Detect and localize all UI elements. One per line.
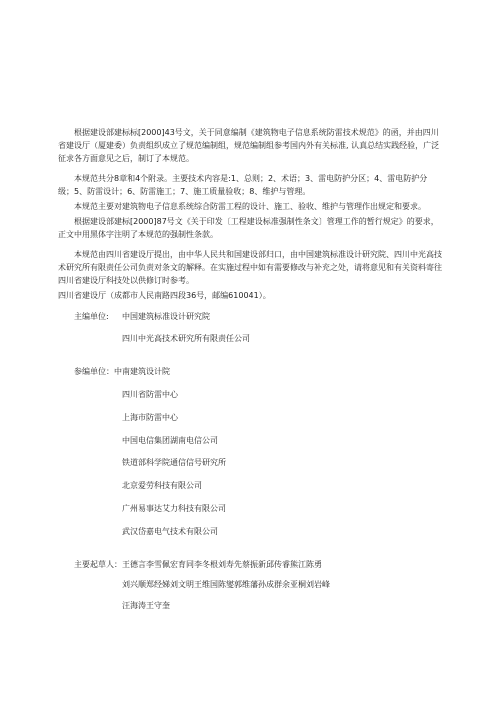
drafters-line: 刘兴顺郑经娣刘文明王维国陈燮郭维藩孙成群余亚桐刘岩峰	[122, 580, 330, 590]
drafters-section	[74, 559, 442, 613]
chief-unit-item: 四川中光高技术研究所有限责任公司	[122, 334, 250, 344]
drafters-line: 汪海涛王守奎	[122, 601, 170, 611]
document-body	[58, 127, 442, 621]
participating-unit-item: 上海市防雷中心	[122, 412, 178, 422]
participating-unit-item: 铁道部科学院通信信号研究所	[122, 458, 226, 468]
participating-units-label: 参编单位：中南建筑设计院	[74, 367, 170, 377]
address-line: 四川省建设厅（成都市人民南路四段36号，邮编610041）。	[58, 290, 271, 300]
paragraph-mandatory-clauses: 根据建设部建标[2000]87号文《关于印发〔工程建设标准强制性条文〕管理工作的暂行规定》的要求，正文中用黑体字注明了本规范的强制性条款。	[58, 216, 439, 239]
paragraph-compilation-basis: 根据建设部建标标[2000]43号文，关于同意编制《建筑物电子信息系统防雷技术规范》的函，并由四川省建设厅（厦建委）负责组织成立了规范编制组，规范编制组参考国内外有关标准, 认真总结实践经验，广泛征求各方面意见之后，制订了本规范。	[58, 128, 440, 163]
chief-units-label: 主编单位:	[74, 311, 109, 321]
drafters-label: 主要起草人：	[74, 559, 122, 569]
chief-units-section	[74, 311, 442, 357]
paragraph-contents: 本规范共分8章和4个附录。主要技术内容是:1、总则；2、术语；3、雷电防护分区；4、雷电防护分级；5、防雷设计；6、防雷施工；7、施工质量验收；8、维护与管理。	[58, 174, 428, 197]
paragraph-scope: 本规范主要对建筑物电子信息系统综合防雷工程的设计、施工、验收、维护与管理作出规定和要求。	[74, 201, 426, 211]
participating-unit-item: 武汉岱嘉电气技术有限公司	[122, 526, 218, 536]
drafters-line: 王德言李雪佩宏育同李冬根刘寿先蔡振新邱传睿熊江陈勇	[122, 559, 322, 569]
participating-units-section	[74, 366, 442, 548]
chief-unit-item: 中国建筑标准设计研究院	[122, 311, 210, 321]
participating-unit-item: 中国电信集团湖南电信公司	[122, 435, 218, 445]
participating-unit-item: 广州易事达艾力科技有限公司	[122, 503, 226, 513]
participating-unit-item: 四川省防雷中心	[122, 389, 178, 399]
paragraph-interpretation: 本规范由四川省建设厅提出，由中华人民共和国建设部归口，由中国建筑标准设计研究院、四川中光高技术研究所有限责任公司负责对条文的解释。在实施过程中如有需要修改与补充之处，请将意见和有关资料寄往四川省建设厅科技处以供修订时参考。	[58, 250, 442, 285]
participating-unit-item: 北京爱劳科技有限公司	[122, 481, 202, 491]
